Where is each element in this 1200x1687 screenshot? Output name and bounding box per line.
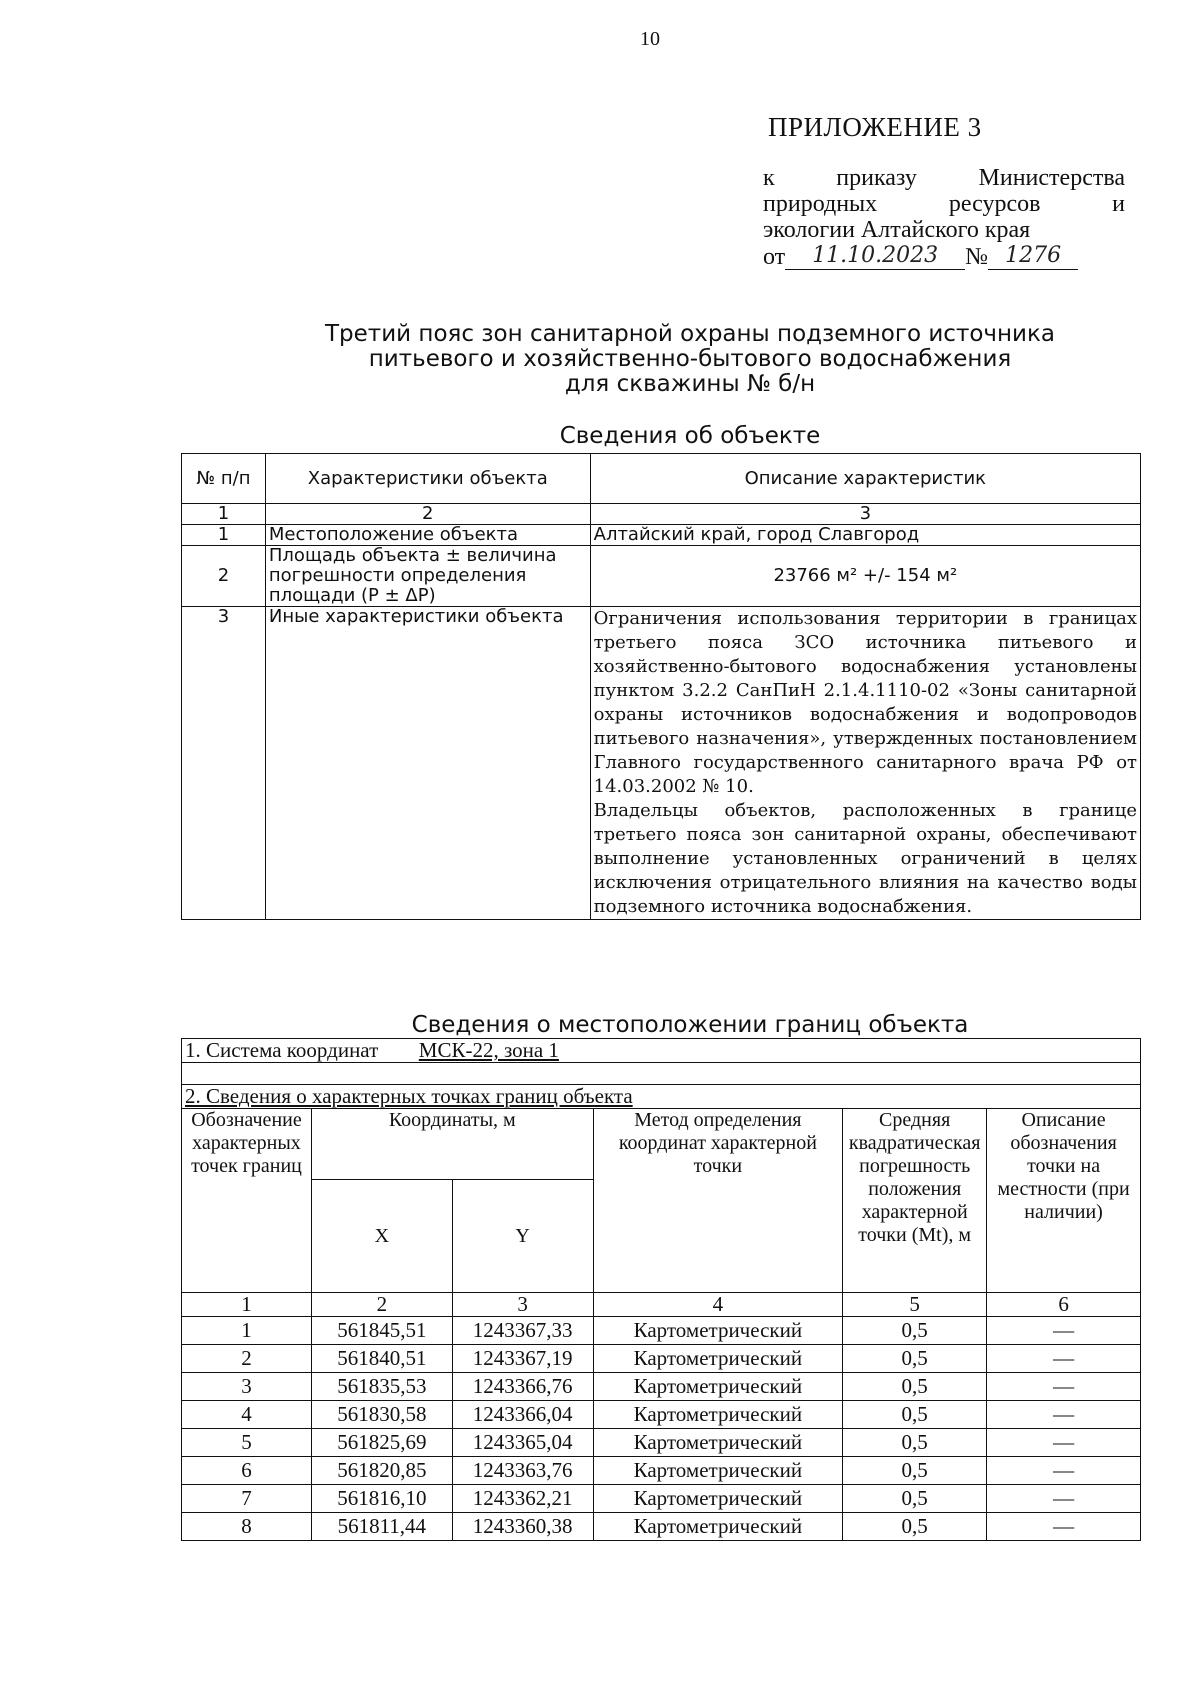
row-value: 23766 м² +/- 154 м²	[590, 546, 1140, 607]
point-mt: 0,5	[843, 1513, 987, 1541]
point-mt: 0,5	[843, 1345, 987, 1373]
coord-system-label: 1. Система координат	[185, 1038, 379, 1062]
row-value	[590, 607, 1140, 920]
page-number: 10	[640, 28, 660, 50]
table-row	[182, 1373, 1141, 1401]
row-value-paragraph-1: Ограничения использования территории в границах третьего пояса ЗСО источника питьевого и хозяйственно-бытового водоснабжения установлены пунктом 3.2.2 СанПиН 2.1.4.1110-02 «Зоны санитарной охраны источников водоснабжения и водопроводов питьевого назначения», утвержденных постановлением Главного государственного санитарного врача РФ от 14.03.2002 № 10.	[593, 608, 1137, 797]
point-y: 1243360,38	[452, 1513, 593, 1541]
header-description: Описание обозначения точки на местности (при наличии)	[987, 1109, 1141, 1293]
object-table	[181, 453, 1141, 920]
point-id: 3	[182, 1373, 312, 1401]
points-label	[182, 1085, 1141, 1109]
point-method: Картометрический	[593, 1345, 843, 1373]
boundary-table-colnums	[182, 1293, 1141, 1317]
order-from-label: от	[763, 244, 786, 270]
coord-system-value: МСК-22, зона 1	[418, 1038, 559, 1062]
title-line-3: для скважины № б/н	[564, 371, 816, 397]
colnum: 3	[452, 1293, 593, 1317]
order-line-1: к приказу Министерства	[763, 165, 1125, 191]
row-value-paragraph-2: Владельцы объектов, расположенных в границе третьего пояса зон санитарной охраны, обеспечивают выполнение установленных ограничений в целях исключения отрицательного влияния на качество воды подземного источника водоснабжения.	[593, 800, 1137, 917]
header-characteristics: Характеристики объекта	[265, 454, 590, 504]
point-y: 1243367,33	[452, 1317, 593, 1345]
point-id: 7	[182, 1485, 312, 1513]
table-row	[182, 1401, 1141, 1429]
point-id: 5	[182, 1429, 312, 1457]
point-method: Картометрический	[593, 1429, 843, 1457]
point-y: 1243367,19	[452, 1345, 593, 1373]
colnum: 2	[311, 1293, 452, 1317]
spacer-row	[182, 1063, 1141, 1085]
order-reference	[763, 165, 1125, 270]
point-id: 8	[182, 1513, 312, 1541]
point-id: 1	[182, 1317, 312, 1345]
point-x: 561840,51	[311, 1345, 452, 1373]
colnum: 6	[987, 1293, 1141, 1317]
header-method: Метод определения координат характерной точки	[593, 1109, 843, 1293]
point-desc: —	[987, 1429, 1141, 1457]
boundary-table-header	[182, 1109, 1141, 1180]
table-row	[182, 1485, 1141, 1513]
point-method: Картометрический	[593, 1401, 843, 1429]
table-row	[182, 1457, 1141, 1485]
spacer-cell	[182, 1063, 1141, 1085]
point-desc: —	[987, 1513, 1141, 1541]
row-num: 3	[182, 607, 266, 920]
point-desc: —	[987, 1317, 1141, 1345]
object-section-heading: Сведения об объекте	[559, 423, 821, 449]
header-x: X	[311, 1180, 452, 1293]
table-row	[182, 546, 1141, 607]
order-date: 11.10.2023	[785, 243, 965, 270]
colnum: 1	[182, 504, 266, 525]
boundary-table	[181, 1038, 1141, 1541]
point-y: 1243362,21	[452, 1485, 593, 1513]
point-x: 561825,69	[311, 1429, 452, 1457]
point-method: Картометрический	[593, 1373, 843, 1401]
header-coordinates: Координаты, м	[311, 1109, 593, 1180]
point-mt: 0,5	[843, 1401, 987, 1429]
point-desc: —	[987, 1457, 1141, 1485]
point-x: 561835,53	[311, 1373, 452, 1401]
coord-system	[182, 1039, 1141, 1063]
point-id: 2	[182, 1345, 312, 1373]
order-date-number	[763, 243, 1125, 270]
row-name: Площадь объекта ± величина погрешности определения площади (Р ± ΔР)	[265, 546, 590, 607]
row-value: Алтайский край, город Славгород	[590, 525, 1140, 546]
points-label-row	[182, 1085, 1141, 1109]
table-row	[182, 607, 1141, 920]
colnum: 5	[843, 1293, 987, 1317]
point-x: 561830,58	[311, 1401, 452, 1429]
point-id: 4	[182, 1401, 312, 1429]
order-number-label: №	[965, 244, 989, 270]
colnum: 3	[590, 504, 1140, 525]
row-num: 1	[182, 525, 266, 546]
header-num: № п/п	[182, 454, 266, 504]
row-num: 2	[182, 546, 266, 607]
title-line-1: Третий пояс зон санитарной охраны подземного источника	[325, 321, 1055, 347]
coord-system-row	[182, 1039, 1141, 1063]
order-line-3: экологии Алтайского края	[763, 217, 1031, 243]
point-mt: 0,5	[843, 1485, 987, 1513]
point-id: 6	[182, 1457, 312, 1485]
point-x: 561816,10	[311, 1485, 452, 1513]
point-method: Картометрический	[593, 1513, 843, 1541]
table-row	[182, 1429, 1141, 1457]
appendix-title: ПРИЛОЖЕНИЕ 3	[768, 112, 982, 142]
title-line-2: питьевого и хозяйственно-бытового водоснабжения	[368, 346, 1012, 372]
row-name: Иные характеристики объекта	[265, 607, 590, 920]
point-mt: 0,5	[843, 1429, 987, 1457]
header-description: Описание характеристик	[590, 454, 1140, 504]
point-method: Картометрический	[593, 1317, 843, 1345]
point-y: 1243363,76	[452, 1457, 593, 1485]
point-x: 561845,51	[311, 1317, 452, 1345]
point-desc: —	[987, 1345, 1141, 1373]
header-accuracy: Средняя квадратическая погрешность положения характерной точки (Mt), м	[843, 1109, 987, 1293]
point-y: 1243366,76	[452, 1373, 593, 1401]
point-desc: —	[987, 1401, 1141, 1429]
table-row	[182, 525, 1141, 546]
point-desc: —	[987, 1373, 1141, 1401]
point-y: 1243366,04	[452, 1401, 593, 1429]
table-row	[182, 1345, 1141, 1373]
points-label-text: 2. Сведения о характерных точках границ объекта	[185, 1084, 633, 1108]
table-row	[182, 1317, 1141, 1345]
point-desc: —	[987, 1485, 1141, 1513]
point-method: Картометрический	[593, 1457, 843, 1485]
header-designation: Обозначение характерных точек границ	[182, 1109, 312, 1293]
point-method: Картометрический	[593, 1485, 843, 1513]
row-name: Местоположение объекта	[265, 525, 590, 546]
object-table-header	[182, 454, 1141, 504]
colnum: 1	[182, 1293, 312, 1317]
boundary-section-heading: Сведения о местоположении границ объекта	[411, 1012, 969, 1038]
order-line-2: природных ресурсов и	[763, 191, 1125, 217]
point-x: 561820,85	[311, 1457, 452, 1485]
point-mt: 0,5	[843, 1457, 987, 1485]
document-title	[230, 322, 1150, 397]
point-mt: 0,5	[843, 1317, 987, 1345]
point-y: 1243365,04	[452, 1429, 593, 1457]
header-y: Y	[452, 1180, 593, 1293]
order-number: 1276	[988, 243, 1078, 270]
point-mt: 0,5	[843, 1373, 987, 1401]
point-x: 561811,44	[311, 1513, 452, 1541]
colnum: 4	[593, 1293, 843, 1317]
object-table-colnums	[182, 504, 1141, 525]
colnum: 2	[265, 504, 590, 525]
table-row	[182, 1513, 1141, 1541]
